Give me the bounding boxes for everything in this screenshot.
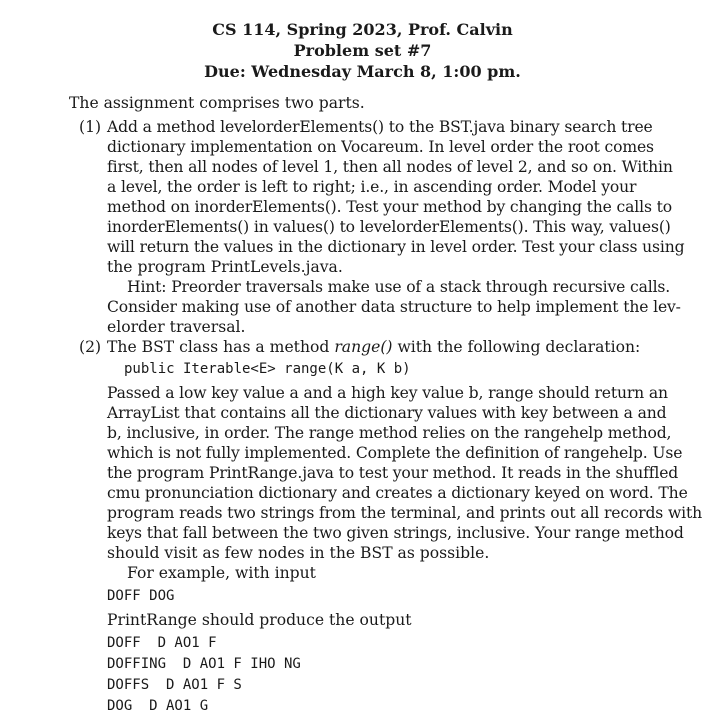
range-declaration: public Iterable<E> range(K a, K b) — [124, 361, 411, 377]
part2-line: should visit as few nodes in the BST as possible. — [107, 544, 490, 562]
part2-first-line-suffix: with the following declaration: — [392, 338, 641, 356]
intro-text: The assignment comprises two parts. — [69, 94, 365, 112]
output-line: DOFFING D AO1 F IHO NG — [107, 656, 301, 672]
example-input: DOFF DOG — [107, 588, 175, 604]
part2-number: (2) — [79, 338, 102, 356]
title-due-date: Due: Wednesday March 8, 1:00 pm. — [204, 62, 521, 81]
part1-line: first, then all nodes of level 1, then all nodes of level 2, and so on. Within — [107, 158, 673, 176]
part1-line: a level, the order is left to right; i.e., in ascending order. Model your — [107, 178, 637, 196]
part2-line: program reads two strings from the terminal, and prints out all records with — [107, 504, 702, 522]
part1-line: will return the values in the dictionary in level order. Test your class using — [107, 238, 685, 256]
part2-line: which is not fully implemented. Complete the definition of rangehelp. Use — [107, 444, 683, 462]
output-line: DOG D AO1 G — [107, 698, 209, 714]
part1-line: the program PrintLevels.java. — [107, 258, 343, 276]
title-problem-set: Problem set #7 — [293, 41, 432, 60]
part2-line: keys that fall between the two given strings, inclusive. Your range method — [107, 524, 684, 542]
part2-line: the program PrintRange.java to test your method. It reads in the shuffled — [107, 464, 679, 482]
part1-hint-line: Consider making use of another data structure to help implement the lev- — [107, 298, 681, 316]
example-intro: For example, with input — [127, 564, 316, 582]
output-line: DOFFS D AO1 F S — [107, 677, 242, 693]
part2-line: b, inclusive, in order. The range method relies on the rangehelp method, — [107, 424, 672, 442]
part2-first-line-prefix: The BST class has a method — [107, 338, 335, 356]
part2-line: ArrayList that contains all the dictionary values with key between a and — [107, 404, 667, 422]
part2-line: cmu pronunciation dictionary and creates a dictionary keyed on word. The — [107, 484, 688, 502]
part2-first-line — [107, 337, 640, 357]
output-intro: PrintRange should produce the output — [107, 611, 412, 629]
part2-line: Passed a low key value a and a high key value b, range should return an — [107, 384, 668, 402]
output-line: DOFF D AO1 F — [107, 635, 217, 651]
part1-number: (1) — [79, 118, 102, 136]
part1-line: dictionary implementation on Vocareum. In level order the root comes — [107, 138, 654, 156]
part1-line: method on inorderElements(). Test your method by changing the calls to — [107, 198, 672, 216]
title-course: CS 114, Spring 2023, Prof. Calvin — [212, 20, 513, 39]
part1-hint-line: elorder traversal. — [107, 318, 246, 336]
part1-line: Add a method levelorderElements() to the BST.java binary search tree — [107, 118, 653, 136]
part1-line: inorderElements() in values() to levelorderElements(). This way, values() — [107, 218, 671, 236]
part1-hint-line: Hint: Preorder traversals make use of a stack through recursive calls. — [127, 278, 671, 296]
part2-method-name: range() — [334, 338, 393, 356]
